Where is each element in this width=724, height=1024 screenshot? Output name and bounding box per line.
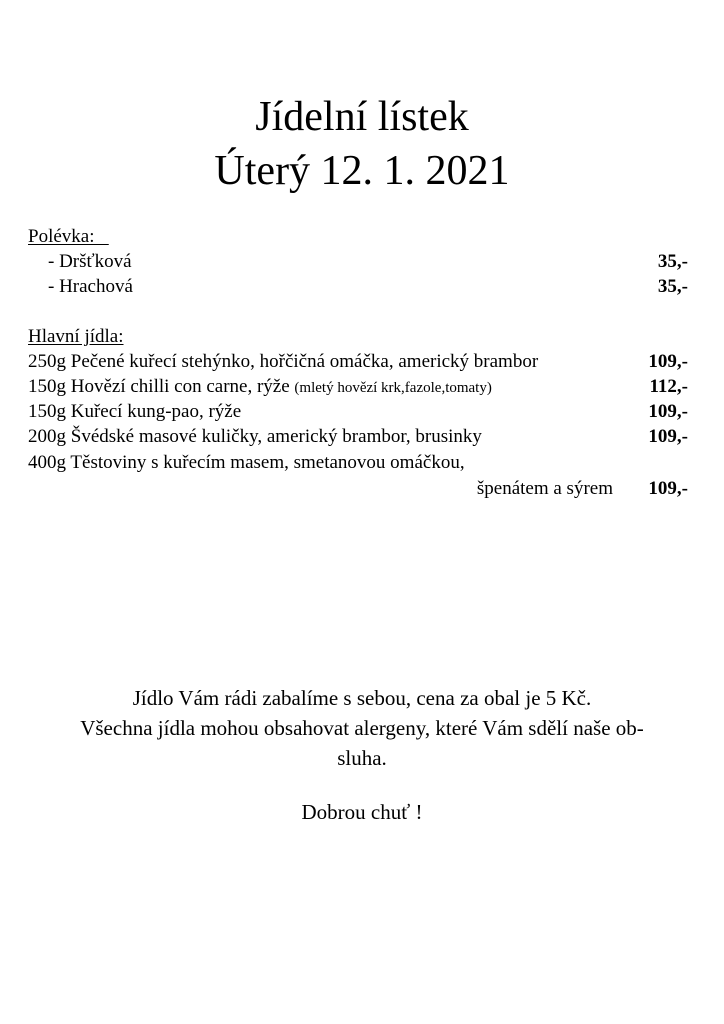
main-dish-name: 250g Pečené kuřecí stehýnko, hořčičná omáčka, americký brambor: [28, 351, 539, 372]
main-dish-name: 150g Hovězí chilli con carne, rýže: [28, 376, 295, 397]
soup-price: 35,-: [657, 276, 688, 297]
main-dish-name: 400g Těstoviny s kuřecím masem, smetanovou omáčkou,: [28, 452, 465, 473]
main-dish-item: [28, 425, 688, 449]
main-dish-name: 150g Kuřecí kung-pao, rýže: [28, 401, 242, 422]
closing-text: Dobrou chuť !: [301, 800, 423, 824]
main-dish-item: [28, 375, 688, 399]
main-dish-name: 200g Švédské masové kuličky, americký brambor, brusinky: [28, 426, 482, 447]
main-dish-name-wrap: [28, 375, 492, 400]
main-dish-item: [28, 451, 688, 475]
footer-notice: [30, 683, 694, 773]
soup-item: [28, 275, 688, 299]
menu-date: Úterý 12. 1. 2021: [214, 148, 510, 194]
mains-heading: Hlavní jídla:: [28, 326, 124, 347]
soup-item: [28, 250, 688, 274]
main-dish-item-continuation: [28, 477, 688, 501]
main-dish-item: [28, 400, 688, 424]
main-dish-item: [28, 350, 688, 374]
main-dish-price: 112,-: [649, 376, 688, 397]
main-dish-price: 109,-: [648, 401, 688, 422]
allergen-note: Všechna jídla mohou obsahovat alergeny, které Vám sdělí naše ob-: [80, 716, 644, 740]
main-dish-price: 109,-: [648, 426, 688, 447]
main-dish-price: 109,-: [648, 478, 688, 499]
soup-name: - Dršťková: [48, 251, 132, 272]
main-dish-price: 109,-: [648, 351, 688, 372]
allergen-note-continuation: sluha.: [337, 746, 387, 770]
takeaway-note: Jídlo Vám rádi zabalíme s sebou, cena za obal je 5 Kč.: [132, 686, 592, 710]
main-dish-ingredients-note: (mletý hovězí krk,fazole,tomaty): [294, 380, 492, 396]
soup-price: 35,-: [657, 251, 688, 272]
main-dish-name-continuation: špenátem a sýrem: [476, 478, 613, 499]
soup-name: - Hrachová: [48, 276, 133, 297]
menu-title: Jídelní lístek: [255, 94, 469, 140]
soups-heading: Polévka:: [28, 226, 109, 247]
closing-wish: [30, 797, 694, 827]
